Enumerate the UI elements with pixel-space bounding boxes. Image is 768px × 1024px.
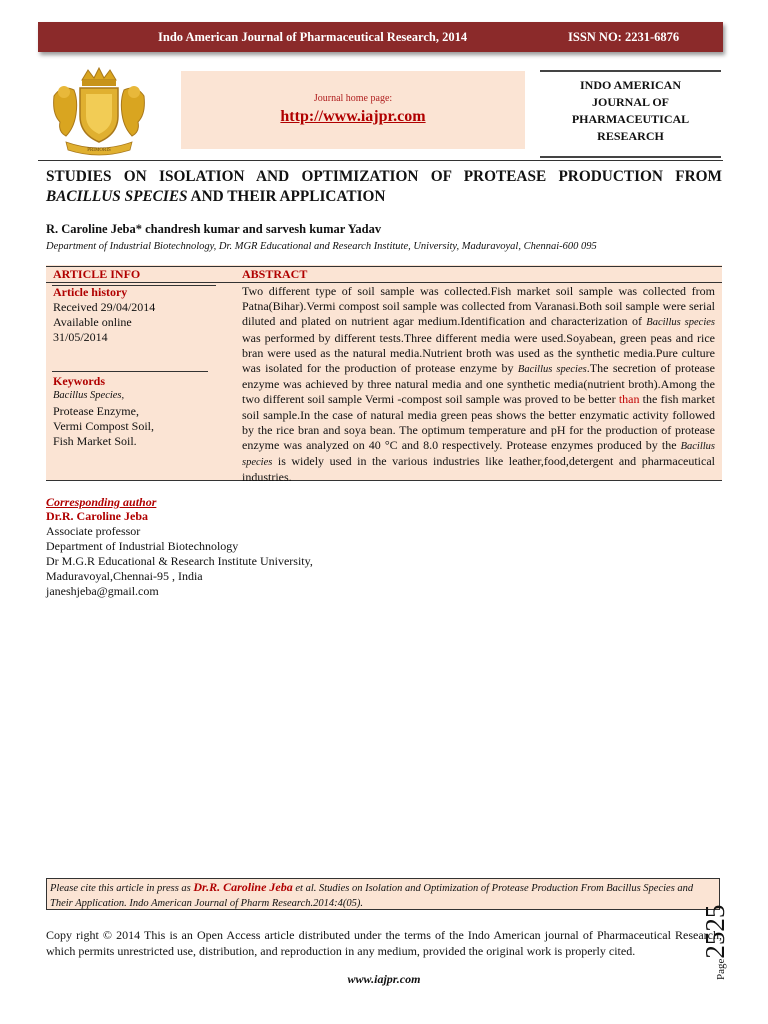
abstract-text (242, 284, 715, 486)
article-info-heading: ARTICLE INFO (53, 267, 141, 281)
article-title (46, 167, 722, 207)
journal-name-box (540, 70, 721, 158)
page-number-value: 2525 (700, 904, 730, 959)
abstract-segment: .The secretion of protease enzyme was achieved by three natural media and one synthetic media(nutrient broth).Among the two different soil sample Vermi -compost soil sample was proved to be better (242, 361, 716, 407)
page-label: Page (715, 958, 727, 980)
abstract-italic: Bacillus species (646, 317, 715, 329)
journal-home-box (181, 71, 525, 149)
abstract-highlight: than (618, 392, 640, 407)
journal-name-line2: JOURNAL OF (591, 95, 669, 109)
author-institute: Dr M.G.R Educational & Research Institute University, (46, 554, 313, 568)
abstract-italic: Bacillus species (517, 364, 587, 376)
citation-box (46, 878, 720, 910)
abstract-segment: the fish market soil sample.In the case of natural media green peas shows the better enzymatic activity followed by the rice bran and soya bean. The optimum temperature and pH for the production of protease enzyme was analyzed on 40 °C and 8.0 respectively. Protease enzymes produced by the (242, 392, 715, 453)
logo-ribbon-text: PRIMORIS (87, 148, 111, 153)
journal-name-line4: RESEARCH (597, 129, 664, 143)
abstract-segment: is widely used in the various industries like leather,food,detergent and pharmaceutical industries. (242, 454, 715, 485)
citation-author: Dr.R. Caroline Jeba (193, 880, 293, 894)
divider (46, 282, 722, 283)
keywords-heading: Keywords (53, 374, 105, 388)
author-email[interactable]: janeshjeba@gmail.com (46, 584, 159, 598)
issn-number: ISSN NO: 2231-6876 (568, 30, 680, 44)
affiliation: Department of Industrial Biotechnology, Dr. MGR Educational and Research Institute, University, Maduravoyal, Chennai-600 095 (46, 241, 597, 252)
divider (52, 285, 216, 286)
corresponding-author-name: Dr.R. Caroline Jeba (46, 509, 148, 523)
footer-url[interactable]: www.iajpr.com (347, 972, 421, 986)
header-banner (38, 22, 723, 52)
corresponding-author-heading: Corresponding author (46, 495, 157, 509)
divider (52, 371, 208, 372)
received-date: Received 29/04/2014 (53, 300, 156, 314)
available-online-date: 31/05/2014 (53, 330, 108, 344)
available-online-label: Available online (53, 315, 132, 329)
citation-prefix: Please cite this article in press as (50, 883, 194, 894)
divider (46, 266, 722, 267)
article-history-heading: Article history (53, 285, 128, 299)
journal-url-link[interactable]: http://www.iajpr.com (280, 108, 426, 125)
author-position: Associate professor (46, 524, 141, 538)
abstract-italic: Bacillus species (242, 441, 715, 469)
abstract-segment: was performed by different tests.Three different media were used.Soyabean, green peas and rice bran were used as the natural media.Nutrient broth was used as the synthetic media.Pure culture was isolated for the production of protease enzyme by (242, 330, 715, 376)
author-list: R. Caroline Jeba* chandresh kumar and sarvesh kumar Yadav (46, 222, 382, 236)
title-part2: AND THEIR APPLICATION (187, 188, 386, 205)
home-page-label: Journal home page: (313, 93, 393, 104)
abstract-segment: Two different type of soil sample was collected.Fish market soil sample was collected from Patna(Bihar).Vermi compost soil sample was collected from Varanasi.Both soil sample were serial diluted and plated on nutrient agar medium.Identification and characterization of (242, 284, 715, 329)
divider (38, 160, 723, 161)
citation-text: et al. Studies on Isolation and Optimization of Protease Production From Bacillus Species and Their Application. Indo American Journal of Pharm Research.2014:4(05). (50, 883, 694, 909)
author-department: Department of Industrial Biotechnology (46, 539, 239, 553)
journal-year: Indo American Journal of Pharmaceutical Research, 2014 (158, 30, 468, 44)
journal-name-line1: INDO AMERICAN (579, 78, 681, 92)
keyword: Fish Market Soil. (53, 434, 137, 448)
title-part1: STUDIES ON ISOLATION AND OPTIMIZATION OF PROTEASE PRODUCTION FROM (46, 168, 722, 185)
keyword: Vermi Compost Soil, (53, 419, 155, 433)
abstract-heading: ABSTRACT (242, 267, 308, 281)
keyword: Protease Enzyme, (53, 404, 139, 418)
author-city: Maduravoyal,Chennai-95 , India (46, 569, 203, 583)
title-italic: BACILLUS SPECIES (46, 188, 188, 205)
journal-name-line3: PHARMACEUTICAL (571, 112, 690, 126)
crest-icon (44, 66, 154, 158)
copyright-notice: Copy right © 2014 This is an Open Access article distributed under the terms of the Indo American journal of Pharmaceutical Research, which permits unrestricted use, distribution, and reproduction in any medium, provided the original work is properly cited. (46, 928, 722, 958)
page-number (700, 880, 768, 980)
keyword: Bacillus Species, (53, 390, 125, 401)
journal-logo (44, 66, 154, 158)
